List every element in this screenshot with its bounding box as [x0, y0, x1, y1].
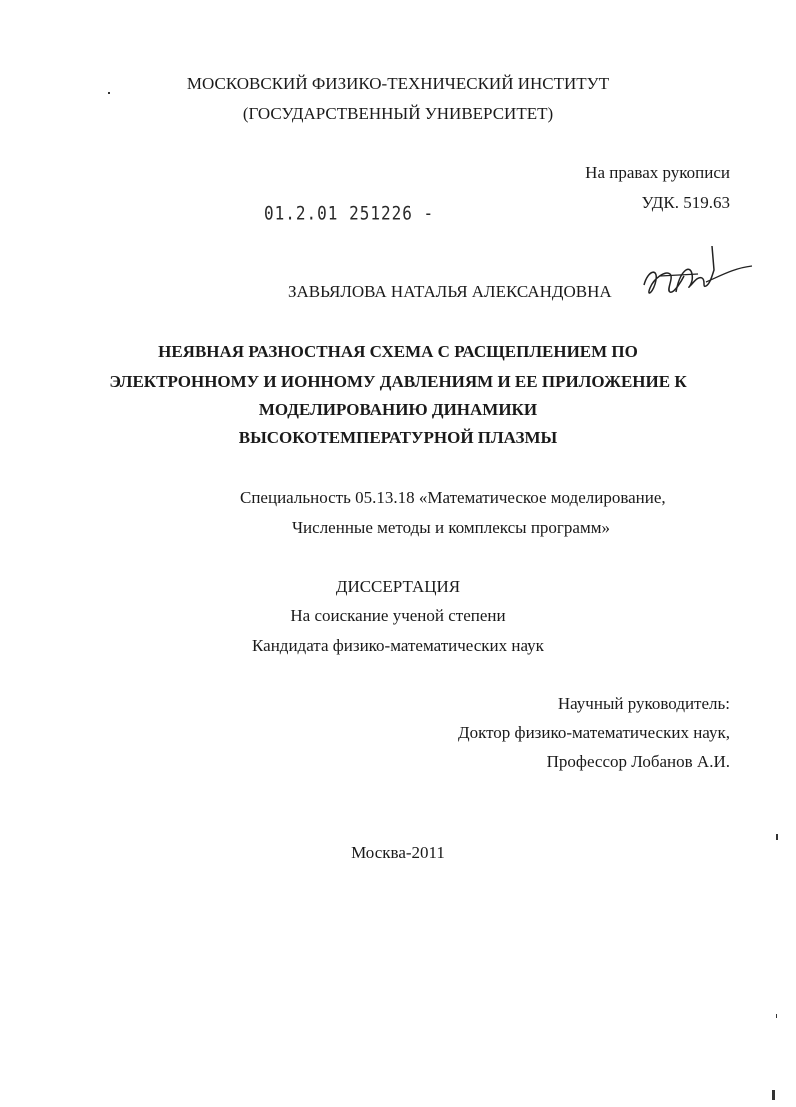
scan-speck [776, 1014, 777, 1018]
manuscript-rights: На правах рукописи [585, 163, 730, 182]
supervisor-label: Научный руководитель: [557, 694, 730, 713]
institute-name: МОСКОВСКИЙ ФИЗИКО-ТЕХНИЧЕСКИЙ ИНСТИТУТ [186, 74, 610, 93]
registration-stamp: 01.2.01 251226 - [264, 202, 435, 224]
supervisor-rank: Доктор физико-математических наук, [457, 723, 730, 742]
degree-name: Кандидата физико-математических наук [252, 636, 544, 655]
author-name: ЗАВЬЯЛОВА НАТАЛЬЯ АЛЕКСАНДОВНА [288, 282, 612, 301]
supervisor-name: Профессор Лобанов А.И. [546, 752, 730, 771]
scan-speck [108, 92, 110, 94]
udc-code: УДК. 519.63 [641, 193, 730, 212]
city-year: Москва-2011 [351, 843, 445, 862]
title-line-2: ЭЛЕКТРОННОМУ И ИОННОМУ ДАВЛЕНИЯМ И ЕЕ ПРИЛОЖЕНИЕ К [109, 372, 687, 391]
signature-image [636, 240, 756, 310]
title-line-3: МОДЕЛИРОВАНИЮ ДИНАМИКИ [258, 400, 538, 419]
title-line-4: ВЫСОКОТЕМПЕРАТУРНОЙ ПЛАЗМЫ [238, 428, 558, 447]
title-line-1: НЕЯВНАЯ РАЗНОСТНАЯ СХЕМА С РАСЩЕПЛЕНИЕМ ПО [158, 342, 638, 361]
specialty-line-1: Специальность 05.13.18 «Математическое моделирование, [240, 488, 666, 507]
degree-purpose: На соискание ученой степени [290, 606, 506, 625]
institute-status: (ГОСУДАРСТВЕННЫЙ УНИВЕРСИТЕТ) [242, 104, 554, 123]
document-type: ДИССЕРТАЦИЯ [335, 577, 461, 596]
scan-speck [776, 834, 778, 840]
specialty-line-2: Численные методы и комплексы программ» [292, 518, 610, 537]
scan-speck [772, 1090, 775, 1100]
